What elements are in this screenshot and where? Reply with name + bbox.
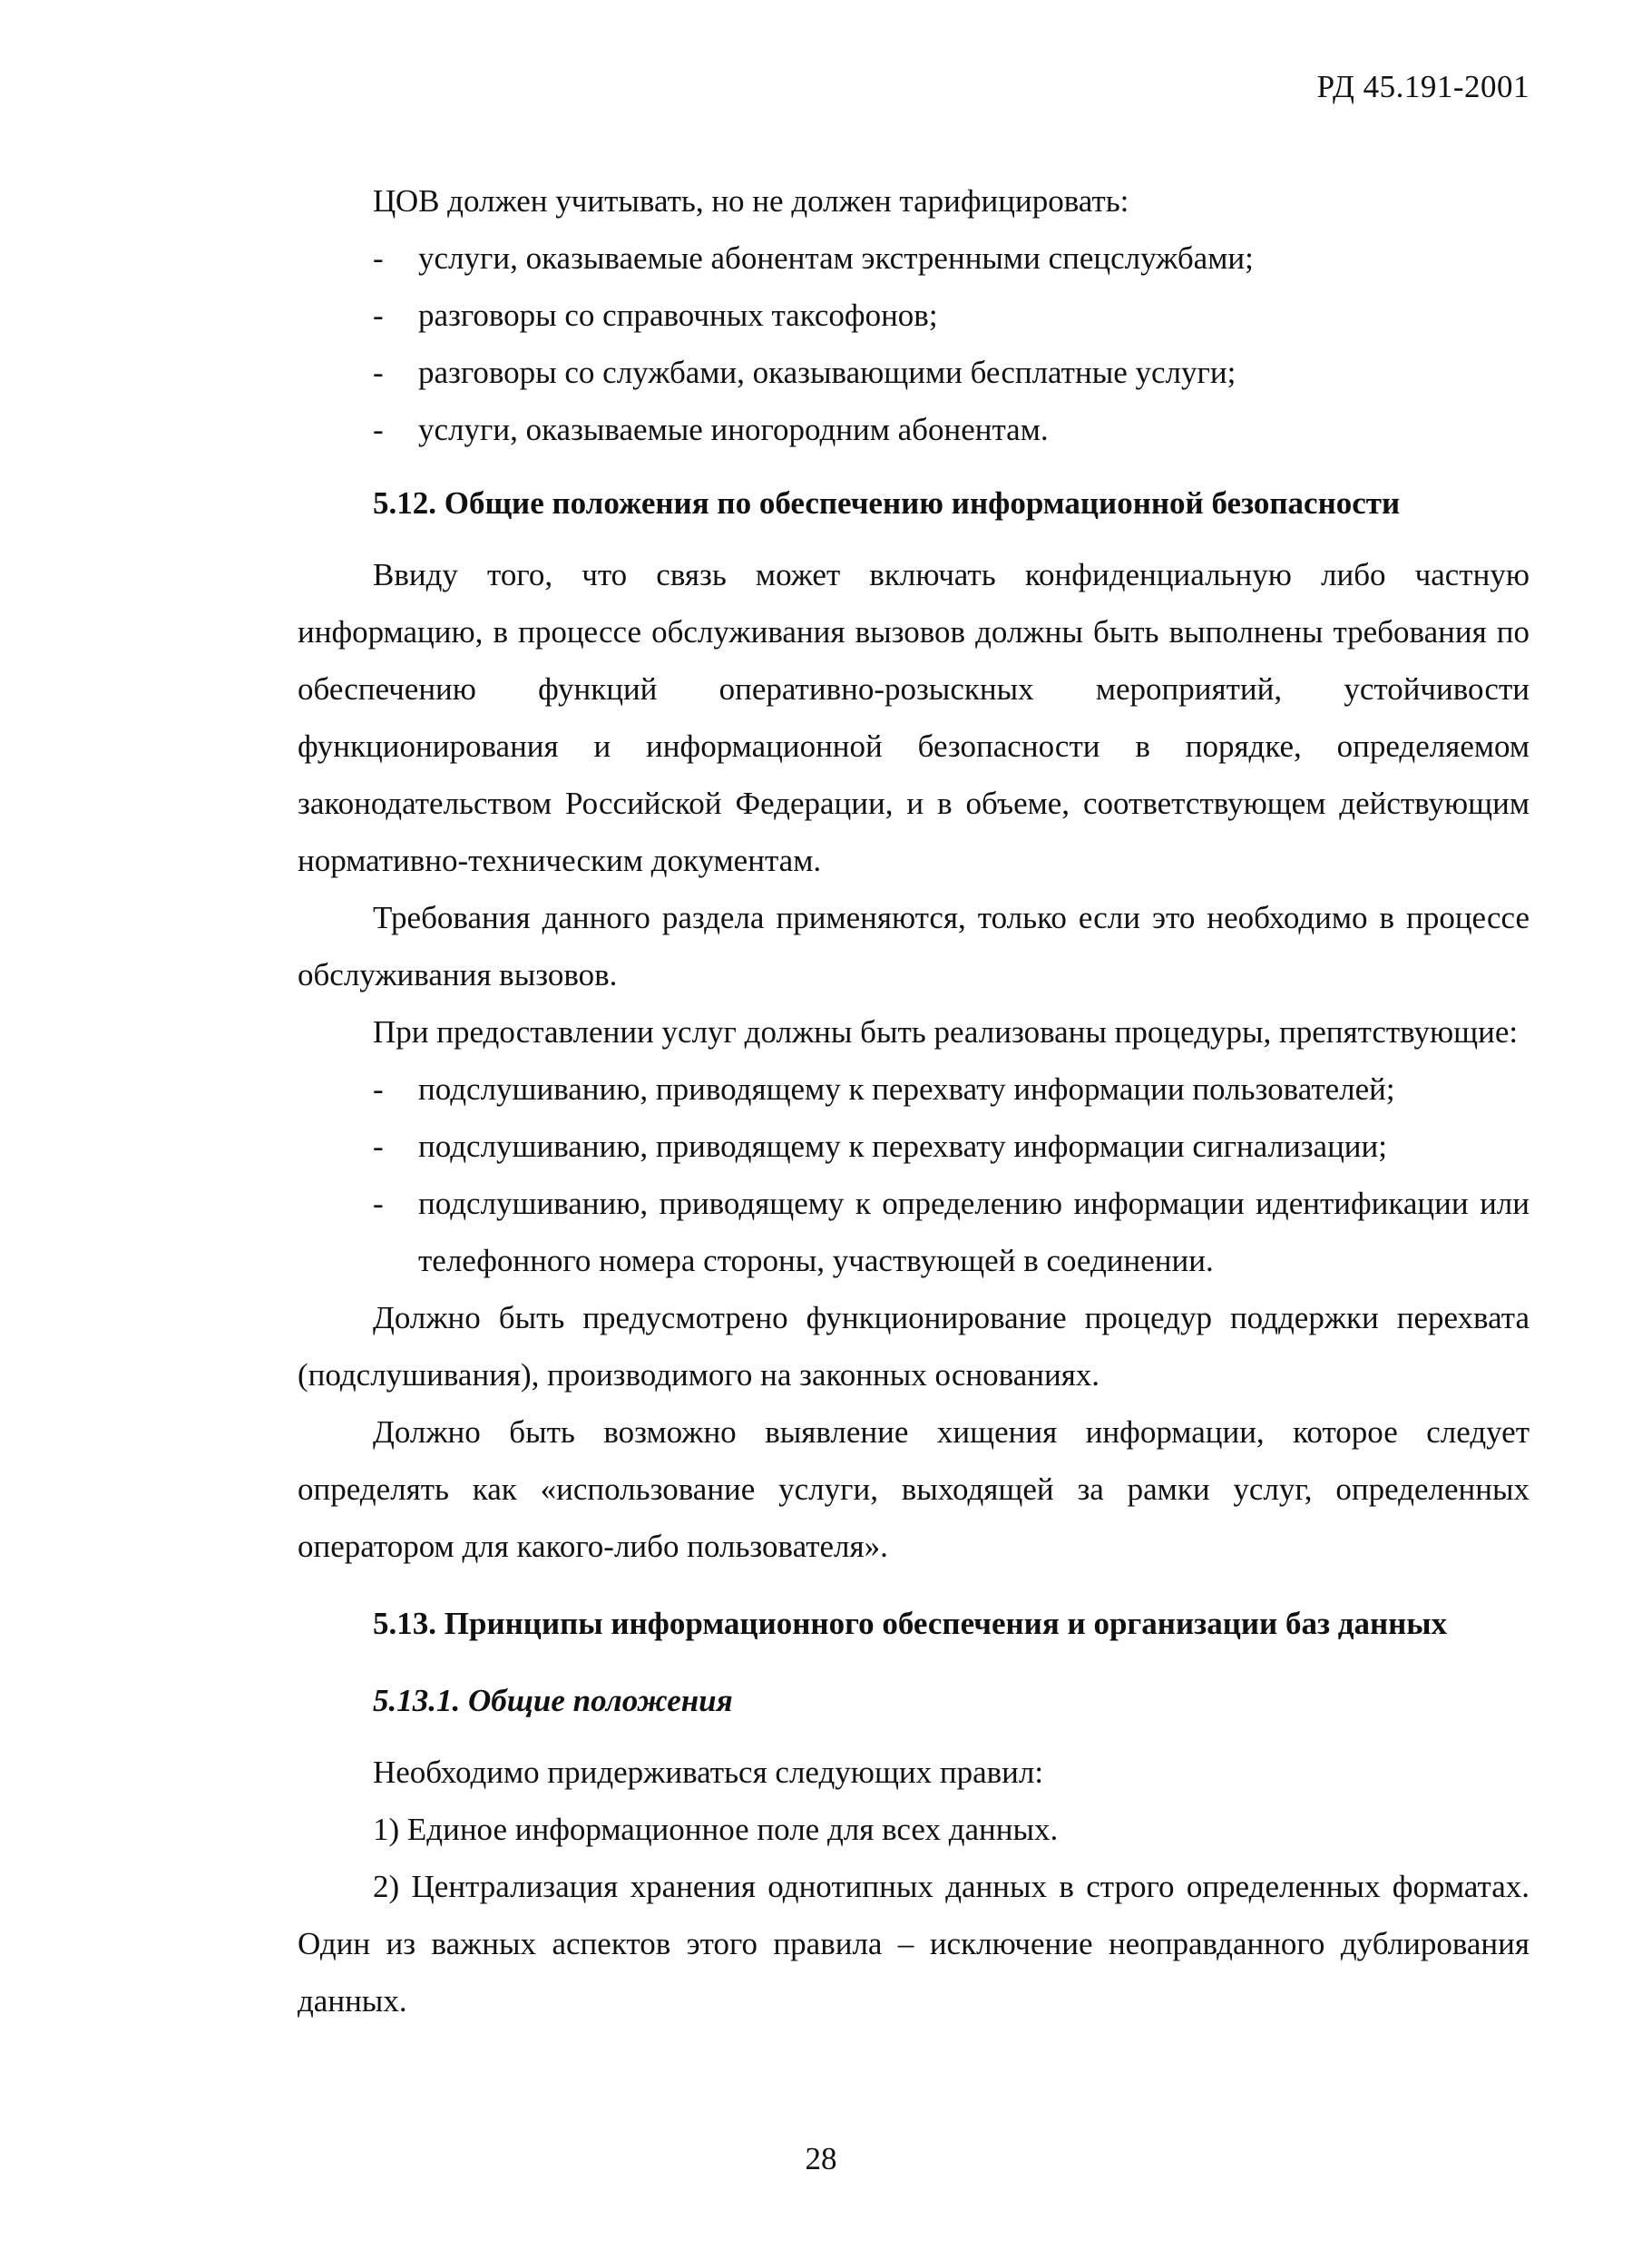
section-heading-5-13: 5.13. Принципы информационного обеспечения и организации баз данных bbox=[373, 1606, 1448, 1641]
paragraph: Необходимо придерживаться следующих правил: bbox=[373, 1755, 1044, 1790]
document-body bbox=[298, 172, 1530, 2029]
section-heading-5-12: 5.12. Общие положения по обеспечению информационной безопасности bbox=[373, 485, 1401, 521]
paragraph: Требования данного раздела применяются, только если это необходимо в процессе обслуживания вызовов. bbox=[298, 900, 1530, 992]
rule-2: 2) Централизация хранения однотипных данных в строго определенных форматах. Один из важных аспектов этого правила – исключение неоправданного дублирования данных. bbox=[298, 1869, 1530, 2019]
list-item: - услуги, оказываемые иногородним абонентам. bbox=[298, 401, 1530, 458]
rule-1: 1) Единое информационное поле для всех данных. bbox=[373, 1812, 1059, 1847]
not-billed-list bbox=[298, 230, 1530, 458]
page-number: 28 bbox=[805, 2141, 837, 2176]
list-item: - разговоры со службами, оказывающими бесплатные услуги; bbox=[298, 344, 1530, 401]
paragraph: Должно быть возможно выявление хищения информации, которое следует определять как «использование услуги, выходящей за рамки услуг, определенных оператором для какого-либо пользователя». bbox=[298, 1414, 1530, 1564]
list-item: - услуги, оказываемые абонентам экстренными спецслужбами; bbox=[298, 230, 1530, 287]
paragraph: Должно быть предусмотрено функционирование процедур поддержки перехвата (подслушивания), производимого на законных основаниях. bbox=[298, 1300, 1530, 1393]
list-item: - подслушиванию, приводящему к перехвату информации пользователей; bbox=[298, 1061, 1530, 1118]
document-id: РД 45.191-2001 bbox=[1316, 69, 1530, 104]
paragraph: Ввиду того, что связь может включать конфиденциальную либо частную информацию, в процессе обслуживания вызовов должны быть выполнены требования по обеспечению функций оперативно-розыскных мероприятий, устойчивости функционирования и информационной безопасности в порядке, определяемом законодательством Российской Федерации, и в объеме, соответствующем действующим нормативно-техническим документам. bbox=[298, 557, 1530, 878]
paragraph: При предоставлении услуг должны быть реализованы процедуры, препятствующие: bbox=[373, 1014, 1519, 1050]
list-item: - подслушиванию, приводящему к перехвату информации сигнализации; bbox=[298, 1118, 1530, 1175]
intro-paragraph: ЦОВ должен учитывать, но не должен тарифицировать: bbox=[373, 183, 1129, 219]
subsection-heading-5-13-1: 5.13.1. Общие положения bbox=[373, 1683, 733, 1718]
eavesdropping-list bbox=[298, 1061, 1530, 1289]
list-item: - подслушиванию, приводящему к определению информации идентификации или телефонного номера стороны, участвующей в соединении. bbox=[298, 1175, 1530, 1289]
list-item: - разговоры со справочных таксофонов; bbox=[298, 287, 1530, 344]
